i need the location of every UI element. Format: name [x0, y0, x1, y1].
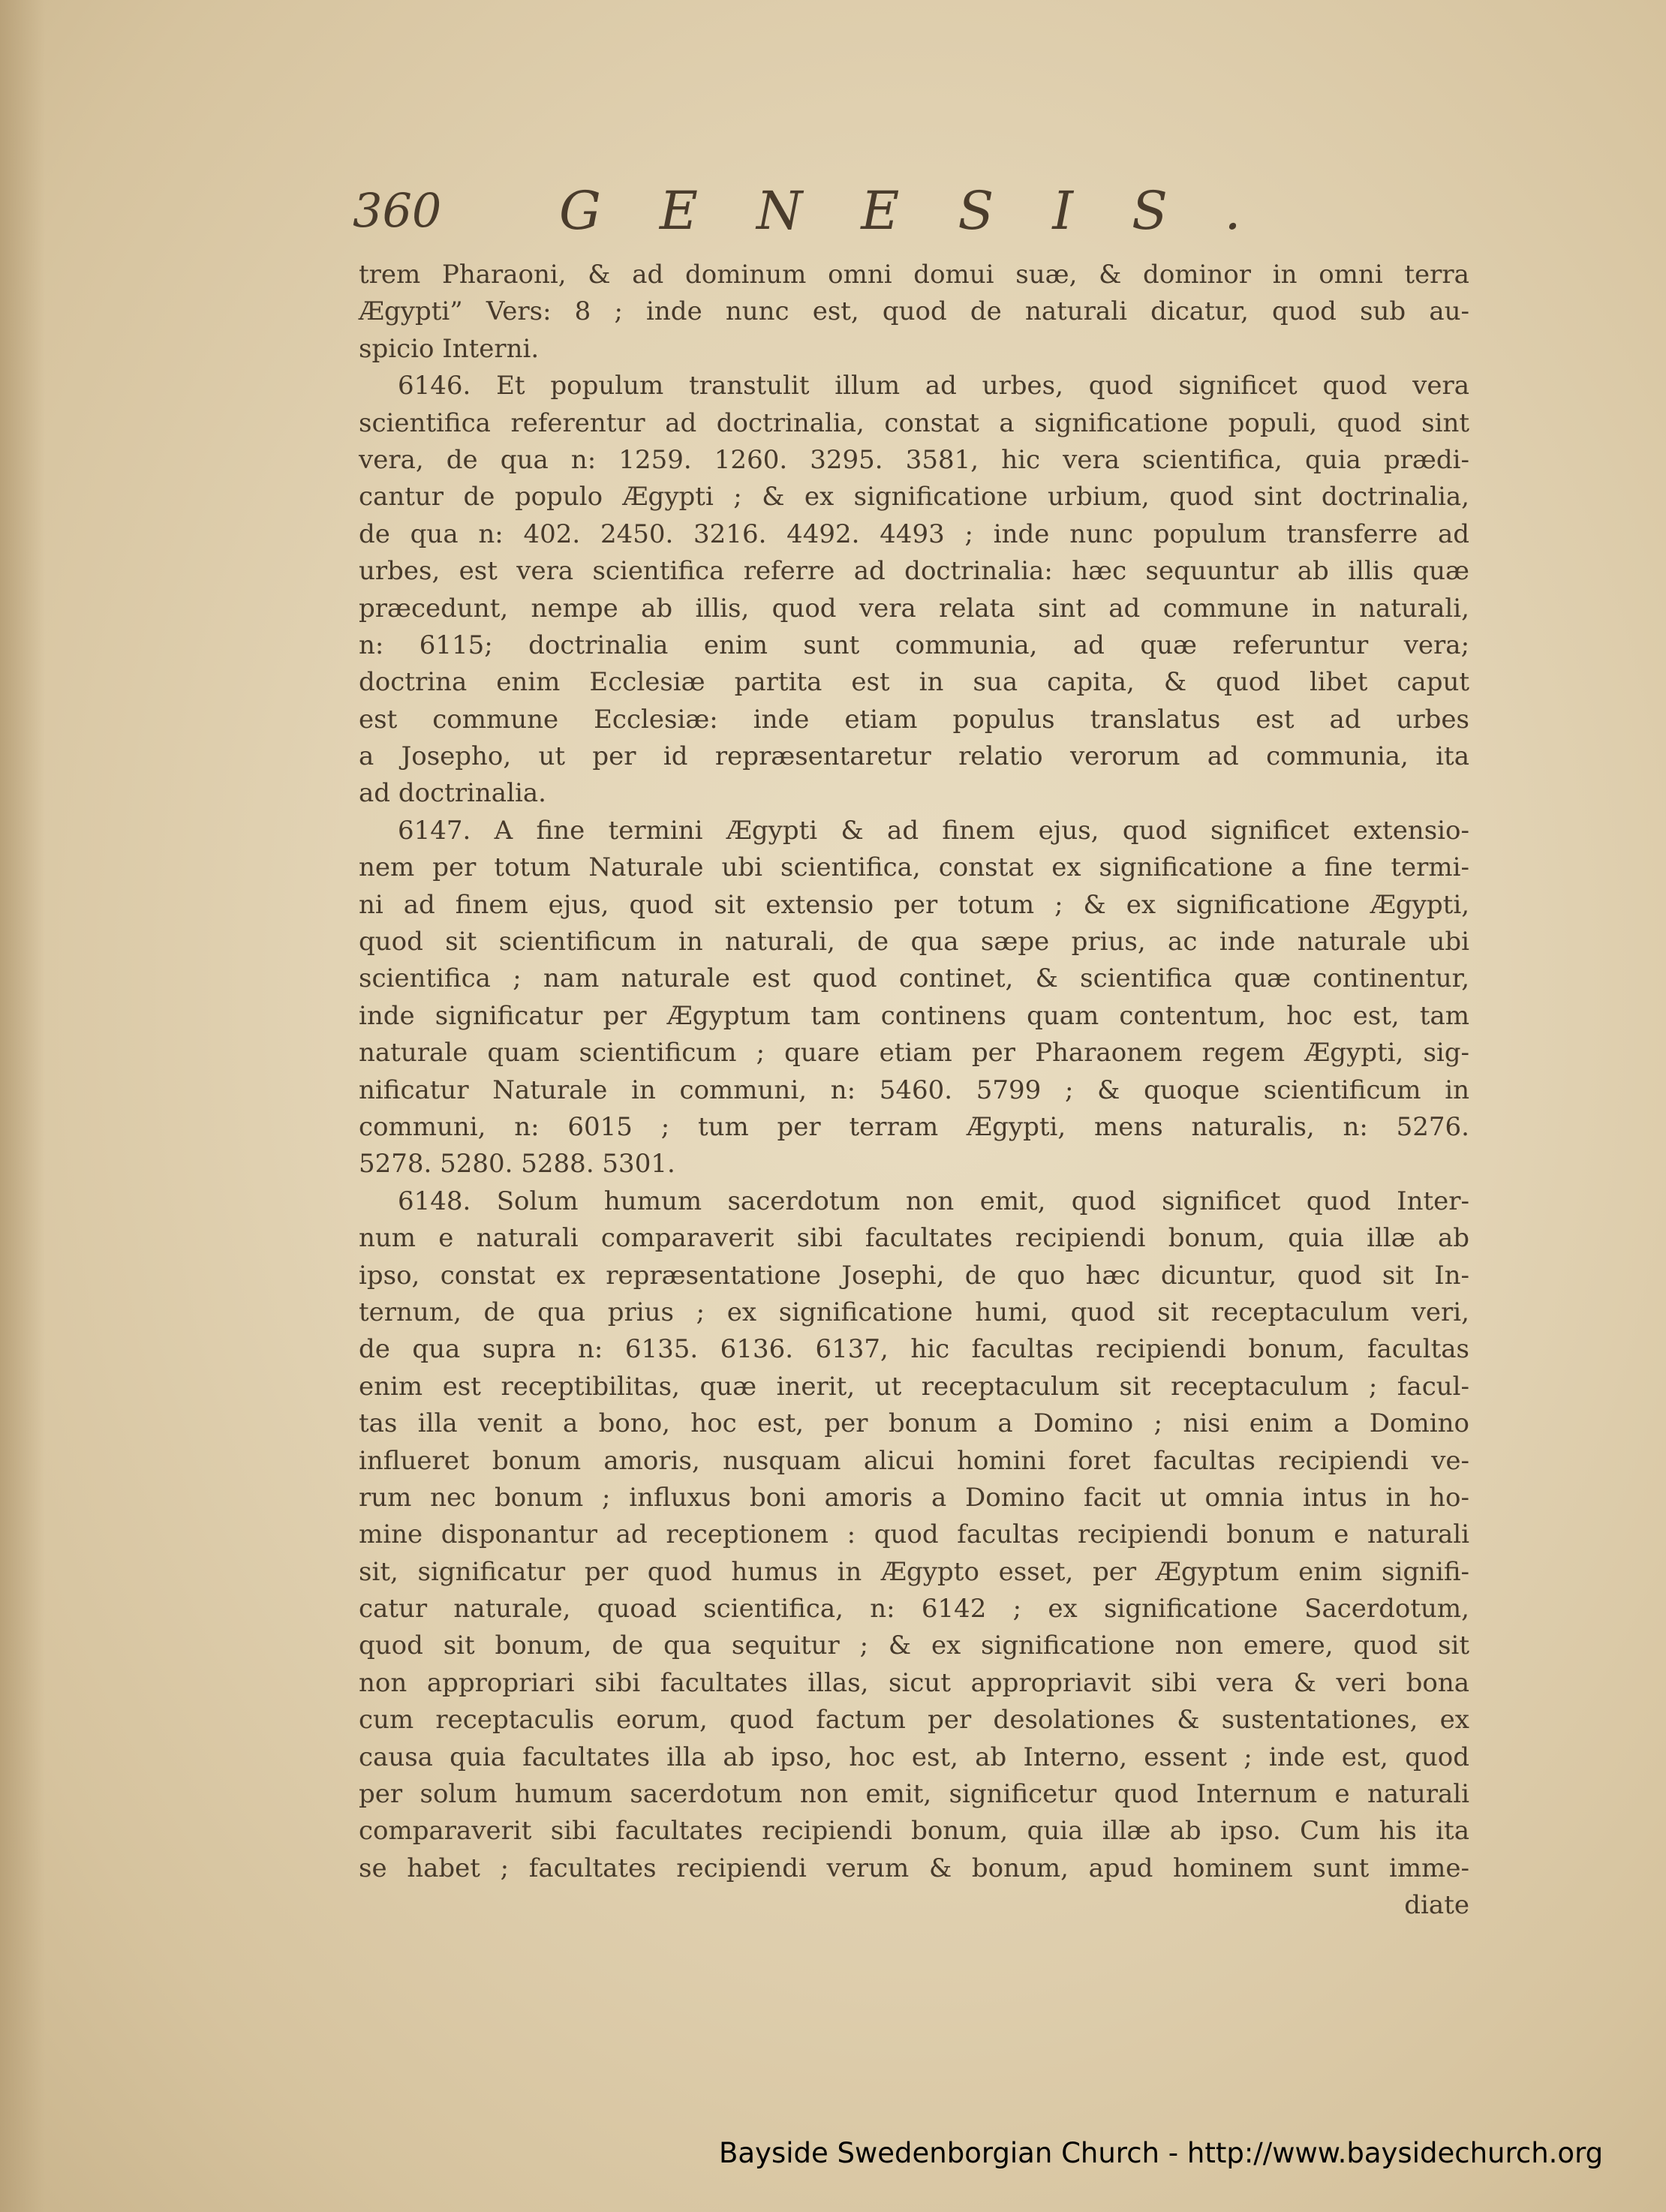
page-number: 360 — [353, 183, 442, 238]
text-line: cum receptaculis eorum, quod factum per desolationes & sustentationes, ex — [359, 1705, 1469, 1736]
text-line: ternum, de qua prius ; ex significatione humi, quod sit receptaculum veri, — [359, 1297, 1469, 1327]
text-line: a Josepho, ut per id repræsentaretur relatio verorum ad communia, ita — [359, 741, 1469, 772]
text-line: est commune Ecclesiæ: inde etiam populus translatus est ad urbes — [359, 704, 1469, 735]
footer-credit: Bayside Swedenborgian Church - http://www.baysidechurch.org — [719, 2137, 1604, 2169]
running-title: GENESIS. — [559, 180, 1300, 242]
text-line: 5278. 5280. 5288. 5301. — [359, 1149, 675, 1180]
text-line: ipso, constat ex repræsentatione Josephi, de quo hæc dicuntur, quod sit In- — [359, 1260, 1470, 1291]
text-line: Ægypti” Vers: 8 ; inde nunc est, quod de naturali dicatur, quod sub au- — [359, 296, 1469, 327]
body-text — [359, 257, 1469, 1925]
text-line: se habet ; facultates recipiendi verum & bonum, apud hominem sunt imme- — [359, 1853, 1469, 1883]
text-line: de qua n: 402. 2450. 3216. 4492. 4493 ; inde nunc populum transferre ad — [359, 518, 1470, 549]
page-gutter-shadow — [0, 0, 45, 2212]
text-line: nificatur Naturale in communi, n: 5460. 5799 ; & quoque scientificum in — [359, 1074, 1469, 1105]
text-line: spicio Interni. — [359, 333, 540, 364]
text-line: per solum humum sacerdotum non emit, significetur quod Internum e naturali — [359, 1779, 1469, 1810]
text-line: enim est receptibilitas, quæ inerit, ut receptaculum sit receptaculum ; facul- — [359, 1371, 1469, 1402]
text-line: 6146. Et populum transtulit illum ad urbes, quod significet quod vera — [398, 371, 1470, 401]
text-line: comparaverit sibi facultates recipiendi bonum, quia illæ ab ipso. Cum his ita — [359, 1816, 1469, 1847]
text-line: doctrina enim Ecclesiæ partita est in sua capita, & quod libet caput — [359, 667, 1470, 698]
text-line: urbes, est vera scientifica referre ad doctrinalia: hæc sequuntur ab illis quæ — [359, 556, 1470, 587]
text-line: num e naturali comparaverit sibi facultates recipiendi bonum, quia illæ ab — [359, 1223, 1470, 1254]
text-line: præcedunt, nempe ab illis, quod vera relata sint ad commune in naturali, — [359, 593, 1469, 624]
text-line: de qua supra n: 6135. 6136. 6137, hic facultas recipiendi bonum, facultas — [359, 1334, 1469, 1365]
text-line: nem per totum Naturale ubi scientifica, constat ex significatione a fine termi- — [359, 852, 1469, 883]
page-header — [353, 180, 1300, 242]
text-line: scientifica ; nam naturale est quod continet, & scientifica quæ continentur, — [359, 963, 1470, 994]
text-line: inde significatur per Ægyptum tam continens quam contentum, hoc est, tam — [359, 1000, 1469, 1031]
text-line: communi, n: 6015 ; tum per terram Ægypti, mens naturalis, n: 5276. — [359, 1111, 1469, 1142]
text-line: scientifica referentur ad doctrinalia, constat a significatione populi, quod sint — [359, 407, 1470, 438]
text-line: naturale quam scientificum ; quare etiam per Pharaonem regem Ægypti, sig- — [359, 1038, 1470, 1068]
text-line: rum nec bonum ; influxus boni amoris a Domino facit ut omnia intus in ho- — [359, 1482, 1469, 1513]
text-line: 6148. Solum humum sacerdotum non emit, quod significet quod Inter- — [398, 1186, 1470, 1216]
text-line: n: 6115; doctrinalia enim sunt communia, ad quæ referuntur vera; — [359, 630, 1470, 660]
text-line: trem Pharaoni, & ad dominum omni domui suæ, & dominor in omni terra — [359, 260, 1469, 290]
text-line: vera, de qua n: 1259. 1260. 3295. 3581, hic vera scientifica, quia prædi- — [359, 444, 1469, 475]
text-line: causa quia facultates illa ab ipso, hoc est, ab Interno, essent ; inde est, quod — [359, 1742, 1469, 1772]
text-line: mine disponantur ad receptionem : quod facultas recipiendi bonum e naturali — [359, 1519, 1469, 1550]
text-line: 6147. A fine termini Ægypti & ad finem ejus, quod significet extensio- — [398, 815, 1469, 846]
text-line: sit, significatur per quod humus in Ægypto esset, per Ægyptum enim signifi- — [359, 1556, 1470, 1587]
text-line: catur naturale, quoad scientifica, n: 6142 ; ex significatione Sacerdotum, — [359, 1594, 1469, 1624]
text-line: quod sit scientificum in naturali, de qua sæpe prius, ac inde naturale ubi — [359, 927, 1470, 957]
text-line: cantur de populo Ægypti ; & ex significatione urbium, quod sint doctrinalia, — [359, 482, 1469, 512]
text-line: quod sit bonum, de qua sequitur ; & ex significatione non emere, quod sit — [359, 1630, 1470, 1661]
text-line: non appropriari sibi facultates illas, sicut appropriavit sibi vera & veri bona — [359, 1667, 1469, 1698]
text-line: ni ad finem ejus, quod sit extensio per totum ; & ex significatione Ægypti, — [359, 889, 1469, 920]
text-line: ad doctrinalia. — [359, 778, 546, 809]
text-line: influeret bonum amoris, nusquam alicui homini foret facultas recipiendi ve- — [359, 1445, 1470, 1476]
text-line: tas illa venit a bono, hoc est, per bonum a Domino ; nisi enim a Domino — [359, 1408, 1469, 1439]
text-line: diate — [1404, 1890, 1469, 1921]
